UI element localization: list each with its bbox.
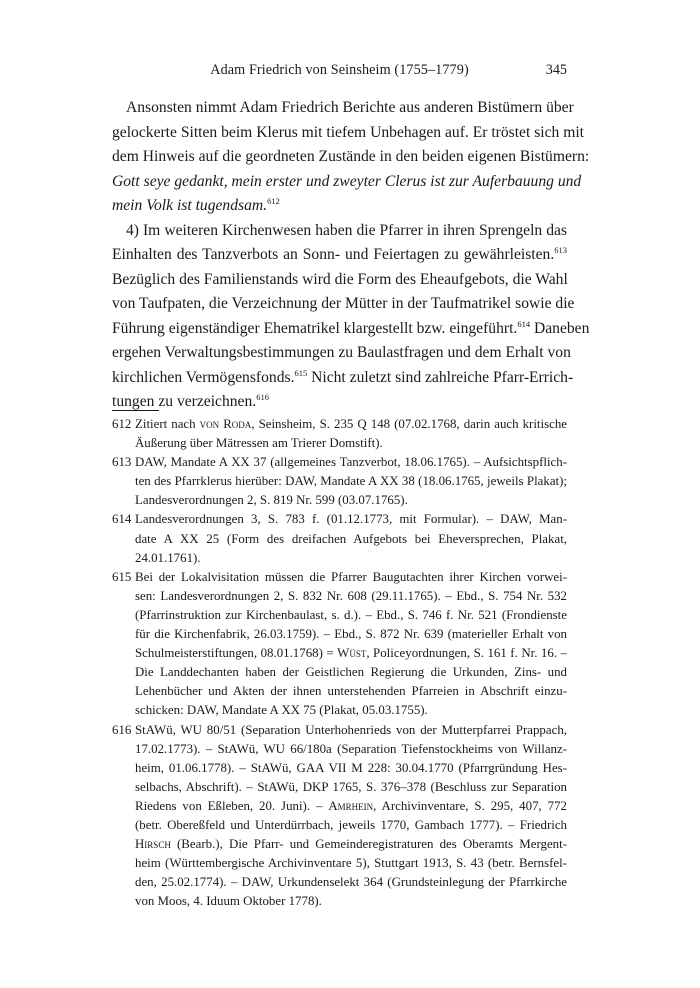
text-segment: , Archivinventare, S. 295, 407, 772 bbox=[373, 798, 567, 813]
footnote-line bbox=[135, 778, 567, 797]
footnote-line bbox=[135, 625, 567, 644]
footnote-line bbox=[135, 587, 567, 606]
author-name: Amrhein bbox=[328, 798, 374, 813]
author-name: Hirsch bbox=[135, 837, 171, 852]
text-segment: Zitiert nach bbox=[135, 417, 200, 431]
text-segment: 17.02.1773). – StAWü, WU 66/180a (Separation Tiefenstockheims von Willanz- bbox=[135, 741, 567, 756]
footnote-line bbox=[135, 854, 567, 873]
footnote-line bbox=[135, 530, 567, 549]
author-name: Wüst bbox=[337, 646, 367, 661]
footnote-line bbox=[135, 472, 567, 491]
footnote-reference: 613 bbox=[554, 245, 567, 255]
text-line bbox=[112, 145, 590, 170]
text-segment: date A XX 25 (Form des dreifachen Aufgebots bei Eheversprechen, Plakat, bbox=[135, 531, 567, 546]
footnote bbox=[112, 453, 567, 510]
text-segment: Bezüglich des Familienstands wird die Form des Eheaufgebots, die Wahl bbox=[112, 270, 568, 288]
text-segment: schicken: DAW, Mandate A XX 75 (Plakat, 05.03.1755). bbox=[135, 703, 428, 718]
text-segment: heim (Württembergische Archivinventare 5), Stuttgart 1913, S. 43 (betr. Bernsfel- bbox=[135, 856, 567, 871]
text-segment: gelockerte Sitten beim Klerus mit tiefem Unbehagen auf. Er tröstet sich mit bbox=[112, 123, 585, 141]
text-line bbox=[112, 292, 575, 317]
footnote-line bbox=[135, 568, 567, 587]
text-segment: selbachs, Abschrift). – StAWü, DKP 1765, S. 376–378 (Beschluss zur Separation bbox=[135, 779, 567, 794]
text-segment: Nicht zuletzt sind zahlreiche Pfarr-Errich- bbox=[307, 368, 574, 386]
text-segment: heim, 01.06.1778). – StAWü, GAA VII M 228: 30.04.1770 (Pfarrgründung Hes- bbox=[135, 760, 567, 775]
footnote-line bbox=[135, 835, 567, 854]
footnote-number: 615 bbox=[112, 569, 132, 584]
footnote-separator-rule bbox=[112, 410, 159, 411]
text-segment: sen: Landesverordnungen 2, S. 832 Nr. 608 (29.11.1765). – Ebd., S. 754 Nr. 532 bbox=[135, 588, 567, 603]
footnote-number: 613 bbox=[112, 455, 132, 470]
text-segment: tungen zu verzeichnen. bbox=[112, 393, 257, 410]
text-segment: Ansonsten nimmt Adam Friedrich Berichte aus anderen Bistümern über bbox=[126, 99, 574, 116]
footnote-line bbox=[135, 682, 567, 701]
page-number: 345 bbox=[545, 62, 567, 78]
footnote-reference: 612 bbox=[267, 196, 280, 206]
text-segment: , Policeyordnungen, S. 161 f. Nr. 16. – bbox=[366, 646, 567, 661]
text-segment: Führung eigenständiger Ehematrikel klargestellt bzw. eingeführt. bbox=[112, 319, 518, 337]
text-line bbox=[112, 243, 567, 268]
footnote-line bbox=[135, 510, 567, 529]
text-segment: 24.01.1761). bbox=[135, 550, 201, 565]
text-segment: mein Volk ist tugendsam. bbox=[112, 197, 268, 214]
text-segment: Äußerung über Mätressen am Trierer Domstift). bbox=[135, 436, 383, 451]
footnote-line bbox=[135, 415, 567, 434]
main-text bbox=[112, 96, 590, 415]
text-segment: Daneben bbox=[530, 319, 590, 337]
footnote-line bbox=[135, 721, 567, 740]
text-line bbox=[112, 341, 571, 366]
text-segment: von Taufpaten, die Verzeichnung der Mütter in der Taufmatrikel sowie die bbox=[112, 295, 575, 312]
text-segment: Einhalten des Tanzverbots an Sonn- und Feiertagen zu gewährleisten. bbox=[112, 246, 555, 263]
text-segment: kirchlichen Vermögensfonds. bbox=[112, 368, 295, 386]
footnote-line bbox=[135, 740, 567, 759]
footnote-number: 614 bbox=[112, 512, 132, 527]
footnote-number: 616 bbox=[112, 722, 132, 737]
text-segment: von Moos, 4. Iduum Oktober 1778). bbox=[135, 894, 322, 909]
text-line bbox=[112, 219, 567, 244]
footnote-line bbox=[135, 549, 567, 568]
text-segment: Riedens von Eßleben, 20. Juni). – bbox=[135, 798, 329, 813]
footnote bbox=[112, 568, 567, 721]
text-line bbox=[112, 170, 582, 195]
text-segment: ten des Pfarrklerus hierüber: DAW, Mandate A XX 38 (18.06.1765, jeweils Plakat); bbox=[135, 474, 567, 489]
footnote-line bbox=[135, 701, 567, 720]
footnote-line bbox=[135, 434, 567, 453]
footnote-line bbox=[135, 759, 567, 778]
footnote-reference: 614 bbox=[517, 318, 531, 329]
text-segment: Gott seye gedankt, mein erster und zweyter Clerus ist zur Auferbauung und bbox=[112, 172, 582, 190]
text-segment: Landesverordnungen 2, S. 819 Nr. 599 (03.07.1765). bbox=[135, 493, 408, 508]
footnote bbox=[112, 510, 567, 567]
footnote-line bbox=[135, 606, 567, 625]
text-segment: (betr. Obereßfeld und Unterdürrbach, jeweils 1770, Gambach 1777). – Friedrich bbox=[135, 817, 567, 832]
text-segment: Die Landdechanten haben der Geistlichen Regierung die Urkunden, Zins- und bbox=[135, 665, 567, 680]
paragraph bbox=[112, 219, 590, 415]
footnote-line bbox=[135, 491, 567, 510]
text-segment: StAWü, WU 80/51 (Separation Unterhohenrieds von der Mutterpfarrei Prappach, bbox=[135, 722, 567, 737]
footnote-line bbox=[135, 816, 567, 835]
running-title: Adam Friedrich von Seinsheim (1755–1779) bbox=[210, 62, 469, 78]
footnote-reference: 616 bbox=[256, 392, 269, 402]
text-line bbox=[112, 268, 567, 293]
footnote-number: 612 bbox=[112, 417, 132, 431]
text-line bbox=[112, 96, 574, 121]
text-segment: 4) Im weiteren Kirchenwesen haben die Pfarrer in ihren Sprengeln das bbox=[126, 221, 567, 239]
text-segment: , Seinsheim, S. 235 Q 148 (07.02.1768, darin auch kritische bbox=[251, 417, 568, 431]
text-line bbox=[112, 390, 567, 415]
text-segment: den, 25.02.1774). – DAW, Urkundenselekt 364 (Grundsteinlegung der Pfarrkirche bbox=[135, 875, 567, 890]
text-line bbox=[112, 317, 590, 342]
text-segment: für die Kirchenfabrik, 26.03.1759). – Ebd., S. 872 Nr. 639 (materieller Erhalt von bbox=[135, 627, 567, 642]
footnote-line bbox=[135, 453, 567, 472]
text-segment: Lehenbücher und Akten der ihnen unterstehenden Pfarreien in Abschrift einzu- bbox=[135, 684, 567, 699]
paragraph bbox=[112, 96, 590, 219]
footnote-line bbox=[135, 797, 567, 816]
footnotes bbox=[112, 415, 567, 911]
running-head bbox=[112, 62, 567, 84]
text-segment: dem Hinweis auf die geordneten Zustände in den beiden eigenen Bistümern: bbox=[112, 148, 590, 165]
footnote-line bbox=[135, 873, 567, 892]
footnote-line bbox=[135, 644, 567, 663]
text-segment: (Bearb.), Die Pfarr- und Gemeinderegistraturen des Oberamts Mergent- bbox=[170, 837, 567, 852]
text-segment: Schulmeisterstiftungen, 08.01.1768) = bbox=[135, 646, 338, 661]
text-segment: (Pfarrinstruktion zur Kirchenbaulast, s. d.). – Ebd., S. 746 f. Nr. 521 (Frondienste bbox=[135, 607, 567, 622]
text-segment: Landesverordnungen 3, S. 783 f. (01.12.1773, mit Formular). – DAW, Man- bbox=[135, 512, 567, 527]
footnote-reference: 615 bbox=[294, 367, 308, 378]
text-segment: ergehen Verwaltungsbestimmungen zu Baulastfragen und dem Erhalt von bbox=[112, 344, 571, 361]
author-name: von Roda bbox=[199, 417, 252, 431]
footnote bbox=[112, 721, 567, 912]
footnote-line bbox=[135, 663, 567, 682]
text-segment: DAW, Mandate A XX 37 (allgemeines Tanzverbot, 18.06.1765). – Aufsichtspflich- bbox=[135, 455, 567, 470]
footnote bbox=[112, 415, 567, 453]
text-line bbox=[112, 121, 585, 146]
footnote-line bbox=[135, 892, 567, 911]
text-segment: Bei der Lokalvisitation müssen die Pfarrer Baugutachten ihrer Kirchen vorwei- bbox=[135, 569, 567, 584]
text-line bbox=[112, 366, 574, 391]
text-line bbox=[112, 194, 567, 219]
